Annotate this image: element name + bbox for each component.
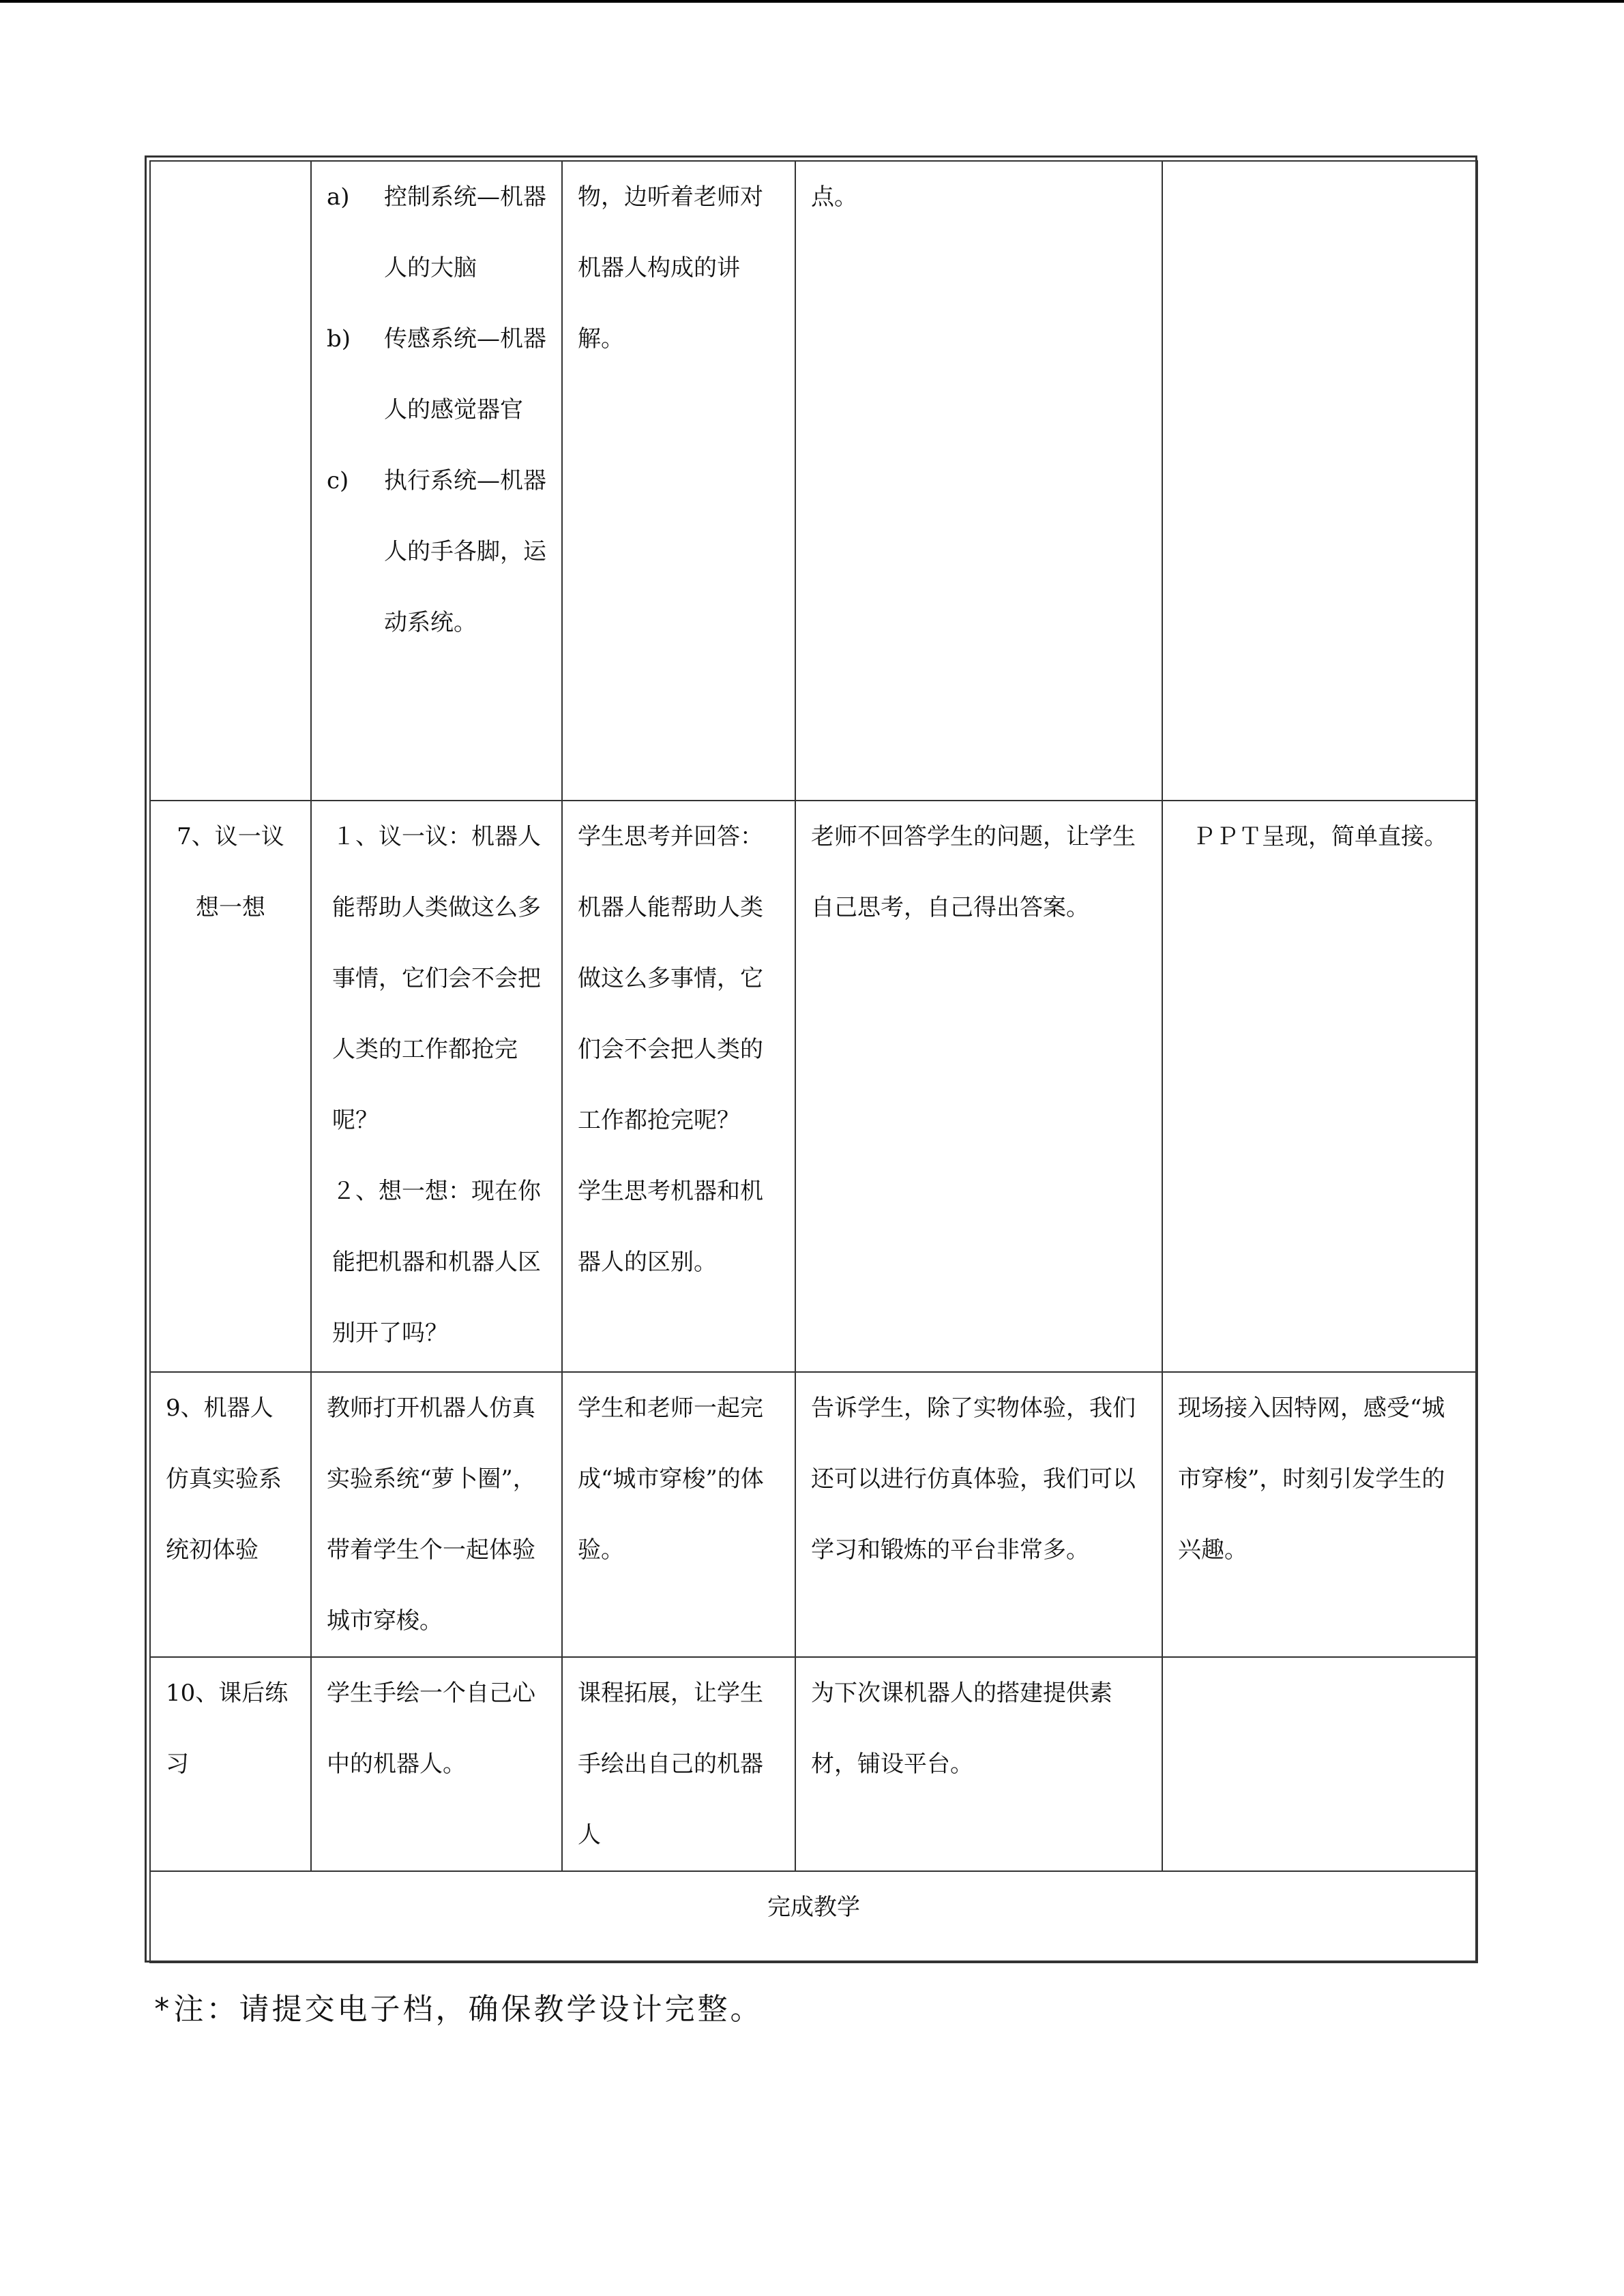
table-row-10 (150, 1657, 1477, 1871)
list-text: 执行系统—机器人的手各脚，运动系统。 (384, 467, 546, 636)
cell-media (1162, 1657, 1477, 1871)
list-marker: a) (327, 183, 350, 211)
cell-step: 10、课后练习 (150, 1657, 311, 1871)
cell-design-intent: 告诉学生，除了实物体验，我们还可以进行仿真体验，我们可以学习和锻炼的平台非常多。 (795, 1372, 1162, 1657)
cell-teacher-activity: 教师打开机器人仿真实验系统“萝卜圈”，带着学生个一起体验城市穿梭。 (311, 1372, 562, 1657)
list-marker: c) (327, 467, 349, 494)
cell-design-intent: 老师不回答学生的问题，让学生自己思考，自己得出答案。 (795, 801, 1162, 1372)
list-item (327, 303, 546, 445)
list-item (327, 162, 546, 303)
page-top-rule (0, 0, 1624, 3)
cell-student-activity: 课程拓展，让学生手绘出自己的机器人 (562, 1657, 795, 1871)
cell-media (1162, 161, 1477, 801)
list-marker: b) (327, 325, 351, 353)
lesson-table (149, 160, 1478, 1963)
submission-note: *注：请提交电子档，确保教学设计完整。 (153, 1992, 763, 2027)
cell-teacher-activity (311, 161, 562, 801)
list-item (327, 445, 546, 658)
cell-student-activity: 物，边听着老师对机器人构成的讲解。 (562, 161, 795, 801)
list-text: 控制系统—机器人的大脑 (384, 183, 546, 282)
cell-student-activity: 学生和老师一起完成“城市穿梭”的体验。 (562, 1372, 795, 1657)
cell-design-intent: 点。 (795, 161, 1162, 801)
cell-teacher-activity (311, 801, 562, 1372)
cell-design-intent: 为下次课机器人的搭建提供素材，铺设平台。 (795, 1657, 1162, 1871)
final-cell: 完成教学 (150, 1871, 1477, 1963)
lesson-plan-table (145, 155, 1477, 1963)
cell-student-activity (562, 801, 795, 1372)
cell-step: 7、议一议想一想 (150, 801, 311, 1372)
paragraph: 学生思考机器和机器人的区别。 (578, 1178, 763, 1276)
paragraph: ２、想一想：现在你能把机器和机器人区别开了吗？ (332, 1178, 541, 1347)
table-row-9 (150, 1372, 1477, 1657)
cell-media: 现场接入因特网，感受“城市穿梭”，时刻引发学生的兴趣。 (1162, 1372, 1477, 1657)
table-row-continued (150, 161, 1477, 801)
cell-media: ＰＰＴ呈现，简单直接。 (1162, 801, 1477, 1372)
cell-step (150, 161, 311, 801)
table-row-7 (150, 801, 1477, 1372)
paragraph: １、议一议：机器人能帮助人类做这么多事情，它们会不会把人类的工作都抢完呢？ (332, 823, 541, 1134)
paragraph: 学生思考并回答：机器人能帮助人类做这么多事情，它们会不会把人类的工作都抢完呢？ (578, 823, 763, 1134)
cell-step: 9、机器人仿真实验系统初体验 (150, 1372, 311, 1657)
list-text: 传感系统—机器人的感觉器官 (384, 325, 546, 423)
table-row-final (150, 1871, 1477, 1963)
cell-teacher-activity: 学生手绘一个自己心中的机器人。 (311, 1657, 562, 1871)
